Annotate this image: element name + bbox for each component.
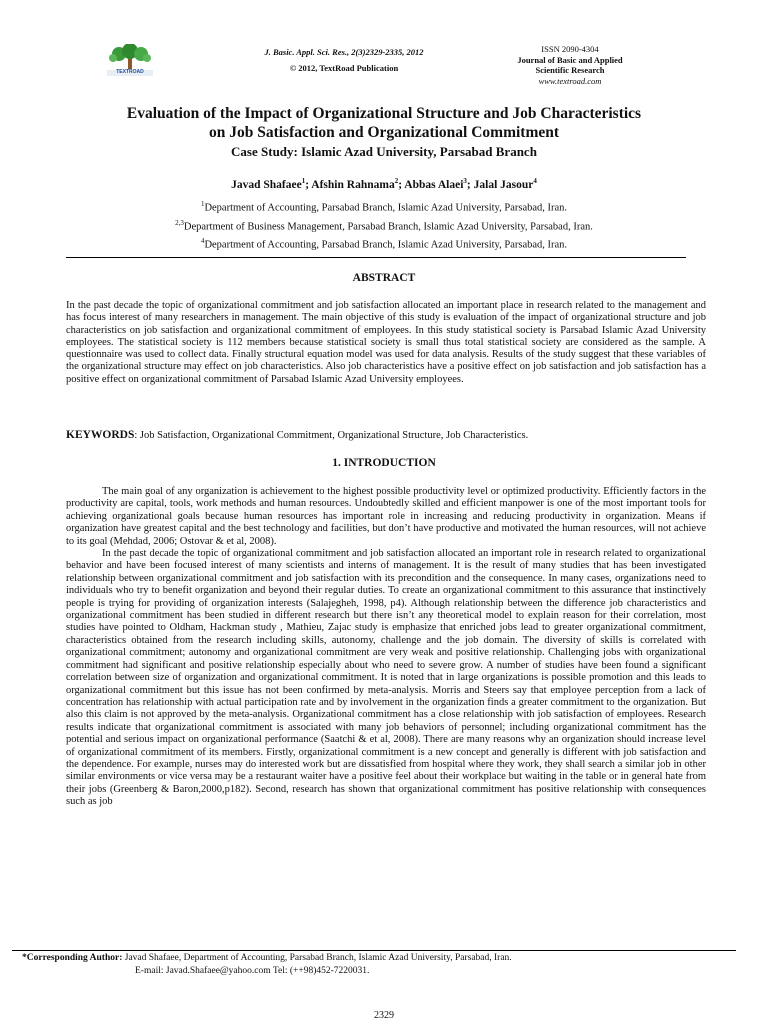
affiliation-line — [50, 234, 718, 253]
affiliation-line — [50, 197, 718, 216]
introduction-heading: 1. INTRODUCTION — [332, 457, 436, 469]
logo-text: TEXTROAD — [116, 69, 144, 75]
affiliation-text: Department of Accounting, Parsabad Branch, Islamic Azad University, Parsabad, Iran. — [204, 239, 568, 251]
copyright: © 2012, TextRoad Publication — [289, 63, 399, 73]
journal-name-line2: Scientific Research — [535, 65, 605, 75]
author-separator: ; — [398, 178, 405, 191]
top-divider — [66, 257, 686, 258]
affiliation-mark: 2,3 — [175, 218, 184, 227]
keywords — [66, 429, 706, 442]
intro-paragraph: In the past decade the topic of organizational commitment and job satisfaction allocated an important role in research related to organizational behavior and have been focused interest of many scientists and interns of management. It is the result of many studies that has been investigated relationship between organizational commitment and job satisfaction with its precondition and the consequence. In many cases, organizations need to individuals who try to benefit organization and beyond their regular duties. To create an organizational commitment to this assurance that instinctively people is trying for providing of organization interests (Salajegheh, 1998, p4). Although relationship between the difference job characteristics and organizational commitment has been studied in different research but there isn’t any theoretical model to explain reason for their correlation, most studies have pointed to Oldham, Hackman study , Mathieu, Zajac study is emphasize that enriched jobs lead to greater organizational commitment, characteristics obtained from the research including skills, autonomy, challenge and the job domain. The diversity of skills is correlated with organizational commitment; autonomy and organizational commitment are very weak and positive relationship. Challenging jobs with organizational commitment had significant and positive relationship especially about who need to severe grow. A number of studies have been found a significant correlation between size of organization and organizational commitment. It is noted that in large organizations is possible promotion and this leads to organizational commitment but this issue has not been confirmed by meta-analysis. Morris and Steers say that employee perception from a lack of concentration has relationship with actual participation rate and by involvement in the organization finds a greater commitment to the organization. But also this claim is not approved by the meta-analysis. Organizational commitment has a close relationship with job satisfaction of employees. Research results indicate that organizational commitment is associated with many job behaviors of personnel; including organizational commitment has the potential and serious impact on organizational performance (Saatchi & et al, 2008). There are many reasons why an organization should increase level of organizational commitment of its members. Firstly, organizational commitment is a new concept and generally is different with job satisfaction and the dependence. For example, nurses may do interested work but are dissatisfied from hospital where they work, they shall search a similar job in other similar environments or vice versa may be a restaurant waiter have a positive feel about their workplace but waiting in the table or in general hate from their jobs (Greenberg & Baron,2000,p182). Second, research has shown that organizational commitment has positive relationship with consequences such as job — [66, 548, 706, 808]
affiliation-text: Department of Business Management, Parsabad Branch, Islamic Azad University, Parsabad, Iran. — [183, 221, 593, 232]
journal-citation — [234, 44, 454, 76]
paper-title — [50, 104, 718, 142]
author-affiliation-mark: 1 — [301, 177, 306, 185]
affiliation-line — [50, 216, 718, 235]
author-affiliation-mark: 4 — [533, 177, 537, 185]
journal-info — [480, 44, 660, 86]
author-list — [50, 174, 718, 192]
author-name: Jalal Jasour — [473, 178, 534, 191]
page-number: 2329 — [374, 1010, 394, 1021]
author-affiliation-mark: 2 — [394, 177, 399, 185]
journal-name-line1: Journal of Basic and Applied — [517, 54, 623, 65]
affiliation-mark: 4 — [200, 237, 205, 245]
paper-subtitle: Case Study: Islamic Azad University, Parsabad Branch — [231, 144, 537, 159]
affiliation-mark: 1 — [200, 200, 205, 208]
footnote-line2: E-mail: Javad.Shafaee@yahoo.com Tel: (++98)452-7220031. — [135, 966, 370, 976]
keywords-text: : Job Satisfaction, Organizational Commitment, Organizational Structure, Job Characteristics. — [134, 430, 529, 441]
footnote-divider — [12, 950, 736, 951]
corresponding-author-footnote — [22, 952, 742, 978]
issn: ISSN 2090-4304 — [541, 44, 599, 54]
title-line-2: on Job Satisfaction and Organizational Commitment — [208, 124, 560, 141]
author-separator: ; — [305, 178, 312, 191]
page-header — [0, 0, 768, 100]
author-name: Abbas Alaei — [404, 178, 464, 191]
abstract-heading: ABSTRACT — [352, 272, 416, 284]
abstract-text: In the past decade the topic of organizational commitment and job satisfaction allocated an important place in research related to the management and has focus interest of many researchers in management. The main objective of this study is evaluation of the impact of organizational structure and job characteristics on job satisfaction and organizational commitment of employees. In this study statistical society is Parsabad Islamic Azad University employees. The statistical society is 112 members because statistical society is small thus total statistical society are considered as the sample. A questionnaire was used to collect data. Finally structural equation model was used for data analysis. Results of the study suggest that these variables of the organizational structure may effect on job characteristics. Also job characteristics have a positive effect on job satisfaction and job satisfaction has a positive effect on organizational commitment of Parsabad Islamic Azad University employees. — [66, 300, 706, 385]
title-line-1: Evaluation of the Impact of Organizational Structure and Job Characteristics — [126, 105, 642, 122]
journal-url: www.textroad.com — [538, 75, 602, 86]
introduction-body — [66, 486, 706, 809]
keywords-label: KEYWORDS — [66, 429, 135, 441]
author-name: Javad Shafaee — [231, 178, 302, 191]
journal-ref: J. Basic. Appl. Sci. Res., 2(3)2329-2335, 2012 — [264, 47, 424, 57]
author-separator: ; — [466, 178, 474, 191]
footnote-label: *Corresponding Author: — [22, 953, 123, 963]
affiliations — [50, 197, 718, 253]
affiliation-text: Department of Accounting, Parsabad Branch, Islamic Azad University, Parsabad, Iran. — [204, 202, 568, 214]
author-affiliation-mark: 3 — [463, 177, 467, 185]
footnote-line1: Javad Shafaee, Department of Accounting, Parsabad Branch, Islamic Azad University, Parsabad, Iran. — [122, 953, 512, 963]
author-name: Afshin Rahnama — [311, 178, 395, 191]
intro-paragraph: The main goal of any organization is achievement to the highest possible productivity level or optimized productivity. Efficiently factors in the productivity are capital, tools, work methods and human resources. Undoubtedly skilled and efficient manpower is one of the most important tools for achieving organizational goals because human resources has important role in increasing and reducing productivity in organization. Means if organization have greatest capital and the best technology and facilities, but don’t have productive and motivated the human resources, will not achieve to its goal (Mehdad, 2006; Ostovar & et al, 2008). — [66, 486, 706, 547]
textroad-logo — [95, 44, 165, 78]
